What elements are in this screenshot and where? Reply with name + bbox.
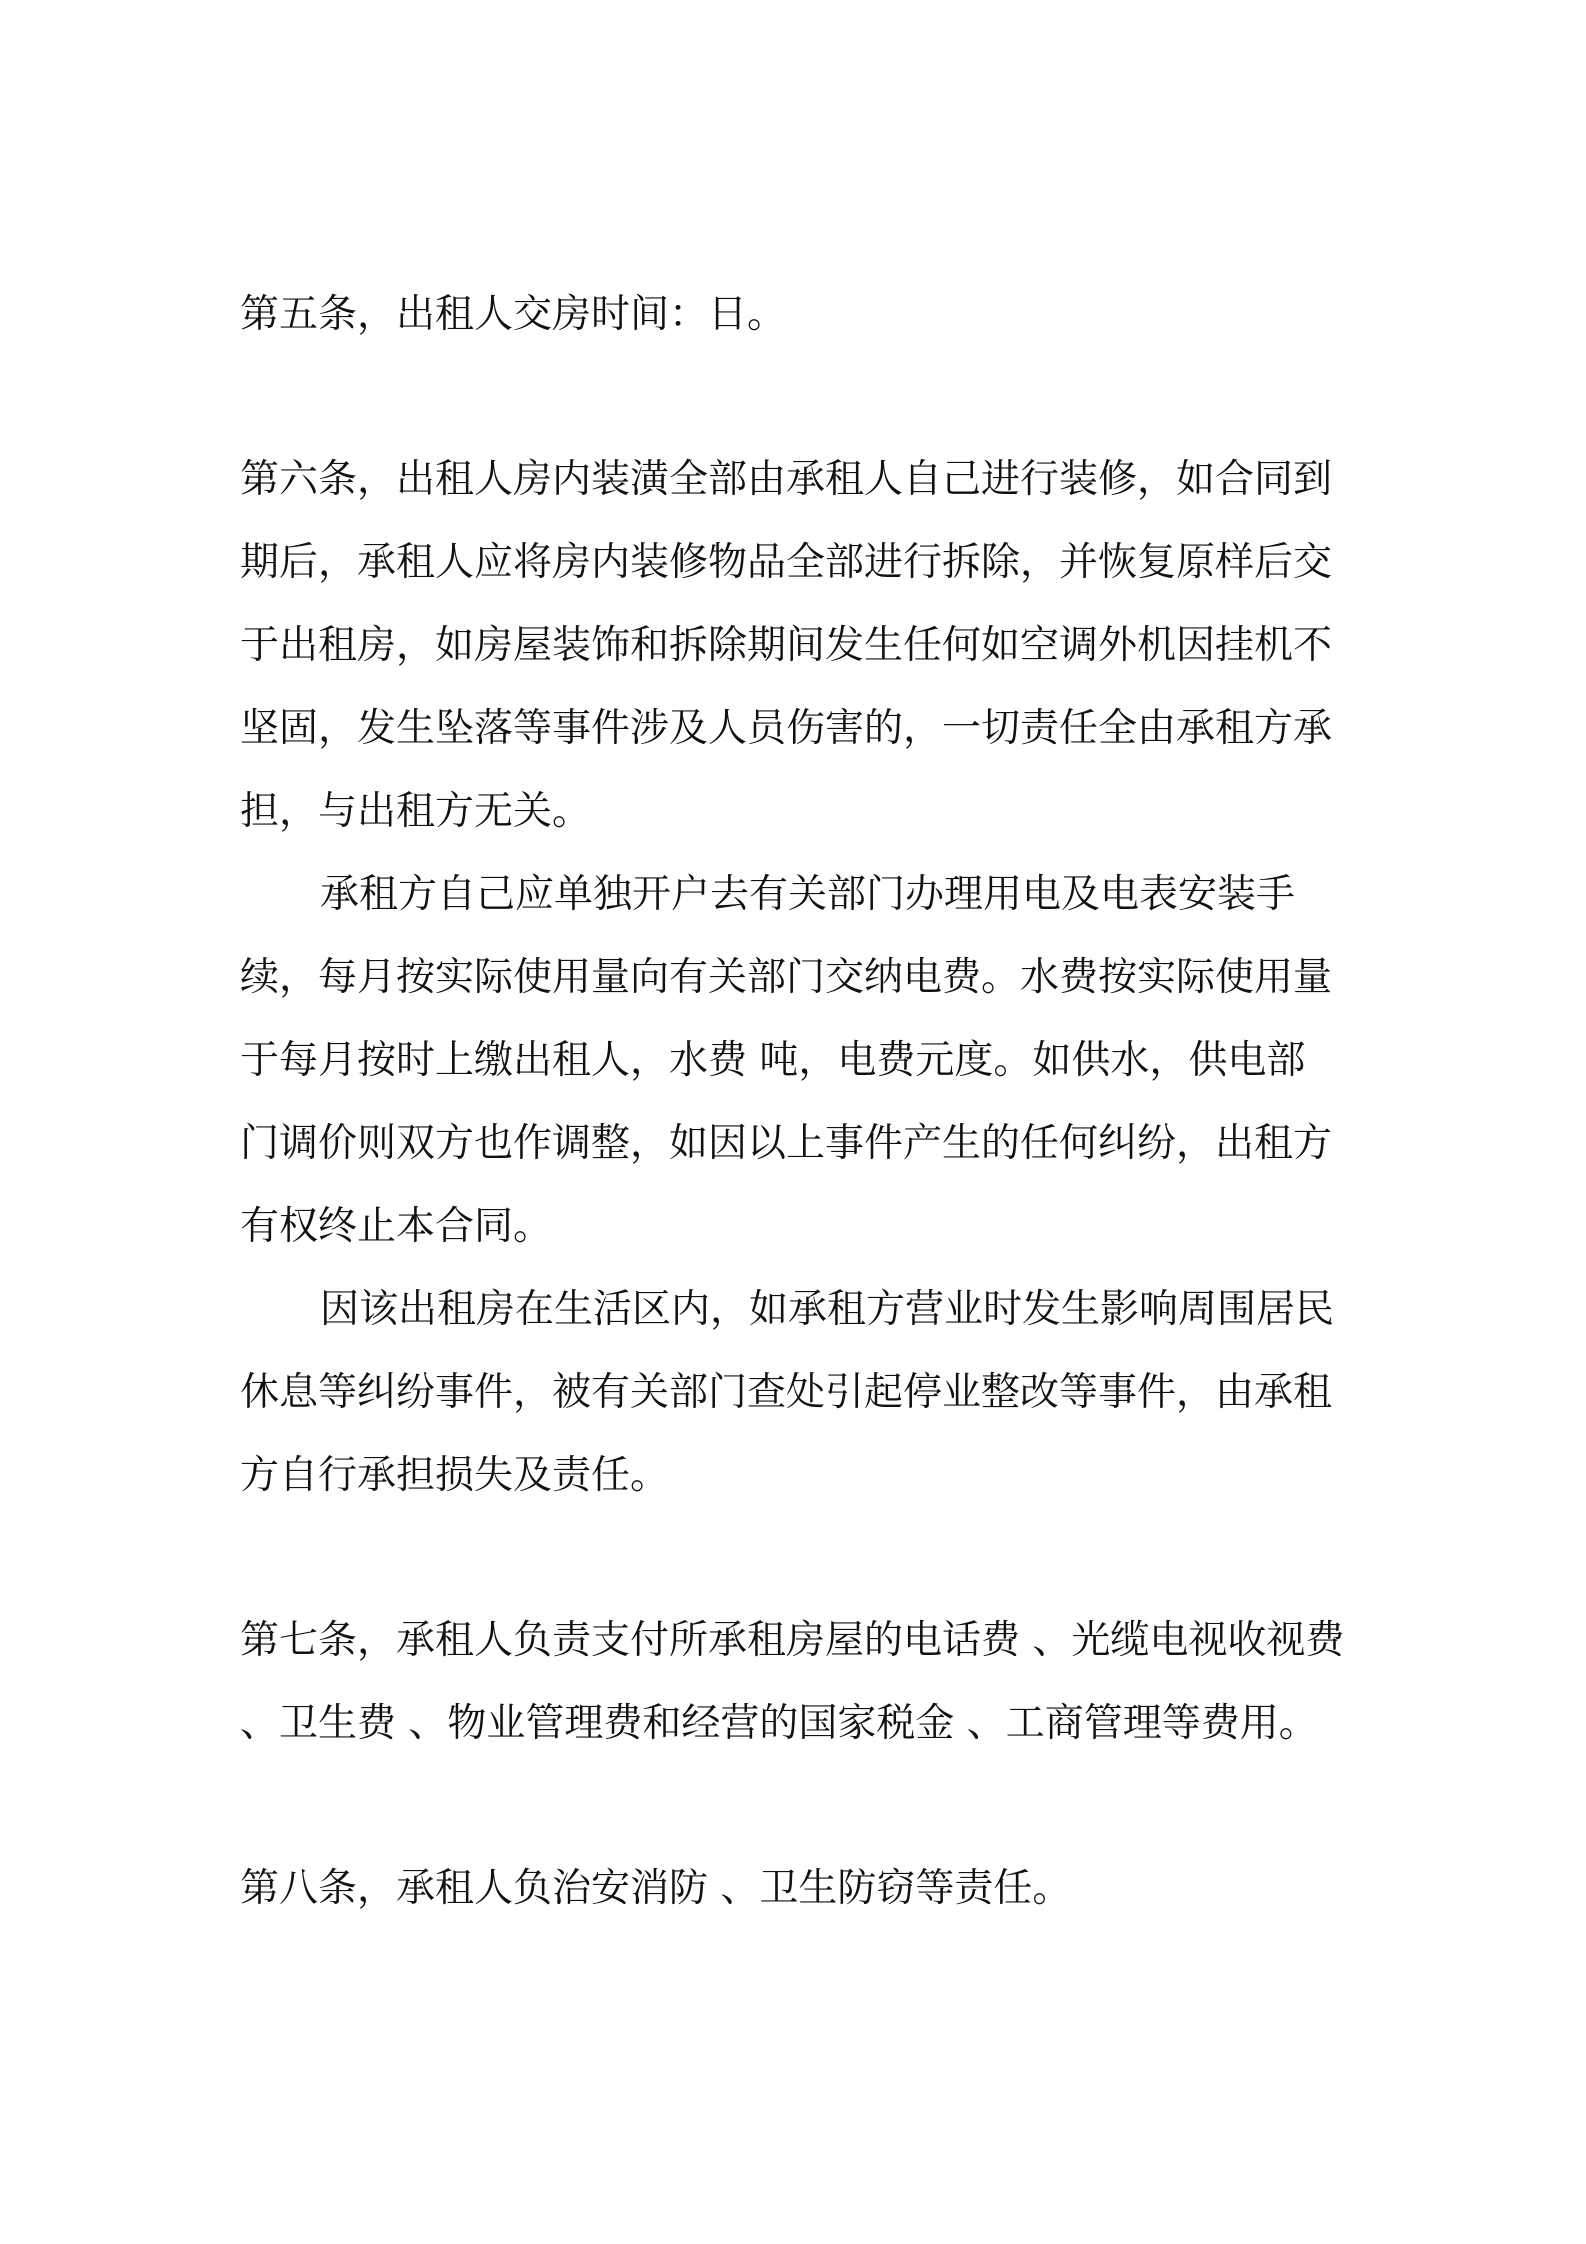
utilities-paragraph-line-2: 续，每月按实际使用量向有关部门交纳电费。水费按实际使用量	[240, 955, 1333, 1000]
utilities-paragraph-line-1: 承租方自己应单独开户去有关部门办理用电及电表安装手	[320, 872, 1296, 917]
clause-6-line-5: 担，与出租方无关。	[240, 789, 592, 834]
clause-6-line-3: 于出租房，如房屋装饰和拆除期间发生任何如空调外机因挂机不	[240, 623, 1333, 668]
liability-paragraph-line-1: 因该出租房在生活区内，如承租方营业时发生影响周围居民	[320, 1287, 1335, 1332]
clause-6-line-4: 坚固，发生坠落等事件涉及人员伤害的，一切责任全由承租方承	[240, 706, 1333, 751]
liability-paragraph-line-3: 方自行承担损失及责任。	[240, 1453, 670, 1498]
utilities-paragraph-line-3: 于每月按时上缴出租人，水费 吨，电费元度。如供水，供电部	[240, 1038, 1306, 1083]
clause-6-line-1: 第六条，出租人房内装潢全部由承租人自己进行装修，如合同到	[240, 457, 1333, 502]
utilities-paragraph-line-5: 有权终止本合同。	[240, 1204, 553, 1249]
clause-6-line-2: 期后，承租人应将房内装修物品全部进行拆除，并恢复原样后交	[240, 540, 1333, 585]
clause-7-line-1: 第七条，承租人负责支付所承租房屋的电话费 、光缆电视收视费	[240, 1618, 1345, 1663]
liability-paragraph-line-2: 休息等纠纷事件，被有关部门查处引起停业整改等事件，由承租	[240, 1370, 1333, 1415]
utilities-paragraph-line-4: 门调价则双方也作调整，如因以上事件产生的任何纠纷，出租方	[240, 1121, 1333, 1166]
clause-7-line-2: 、卫生费 、物业管理费和经营的国家税金 、工商管理等费用。	[240, 1701, 1318, 1746]
clause-5-line-1: 第五条，出租人交房时间：日。	[240, 292, 787, 337]
clause-8-line-1: 第八条，承租人负治安消防 、卫生防窃等责任。	[240, 1866, 1072, 1911]
